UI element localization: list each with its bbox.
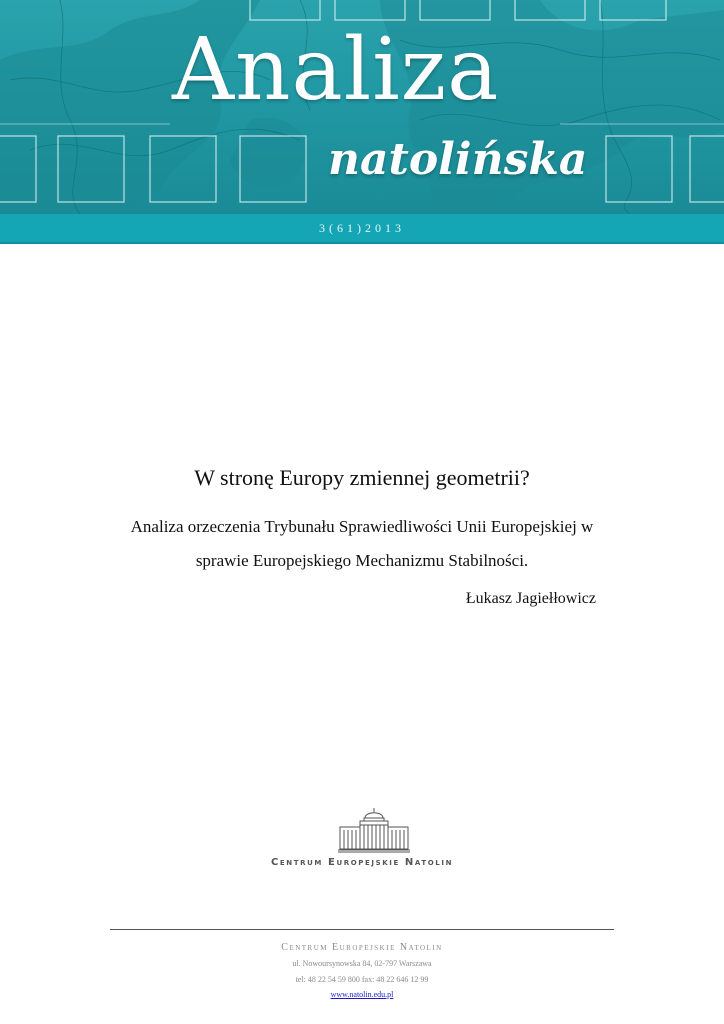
logo-text: Centrum Europejskie Natolin xyxy=(270,857,454,868)
article-title: W stronę Europy zmiennej geometrii? xyxy=(194,465,530,490)
footer-address: ul. Nowoursynowska 84, 02-797 Warszawa xyxy=(292,959,432,968)
footer-organization: Centrum Europejskie Natolin xyxy=(281,942,443,953)
article-author: Łukasz Jagiełłowicz xyxy=(465,590,596,607)
issue-strip xyxy=(0,214,724,244)
footer-phone: tel: 48 22 54 59 800 fax: 48 22 646 12 99 xyxy=(295,975,429,984)
footer-website xyxy=(0,990,724,999)
publication-subtitle: natolińska xyxy=(328,134,588,185)
footer-divider xyxy=(110,929,614,930)
publication-title: Analiza xyxy=(172,20,500,120)
article-subtitle: Analiza orzeczenia Trybunału Sprawiedliwości Unii Europejskiej w sprawie Europejskiego Mechanizmu Stabilności. xyxy=(130,517,594,570)
header-banner xyxy=(0,0,724,214)
issue-number: 3(61)2013 xyxy=(319,220,405,235)
building-colonnade-icon xyxy=(338,806,410,854)
website-link[interactable]: www.natolin.edu.pl xyxy=(330,990,394,999)
